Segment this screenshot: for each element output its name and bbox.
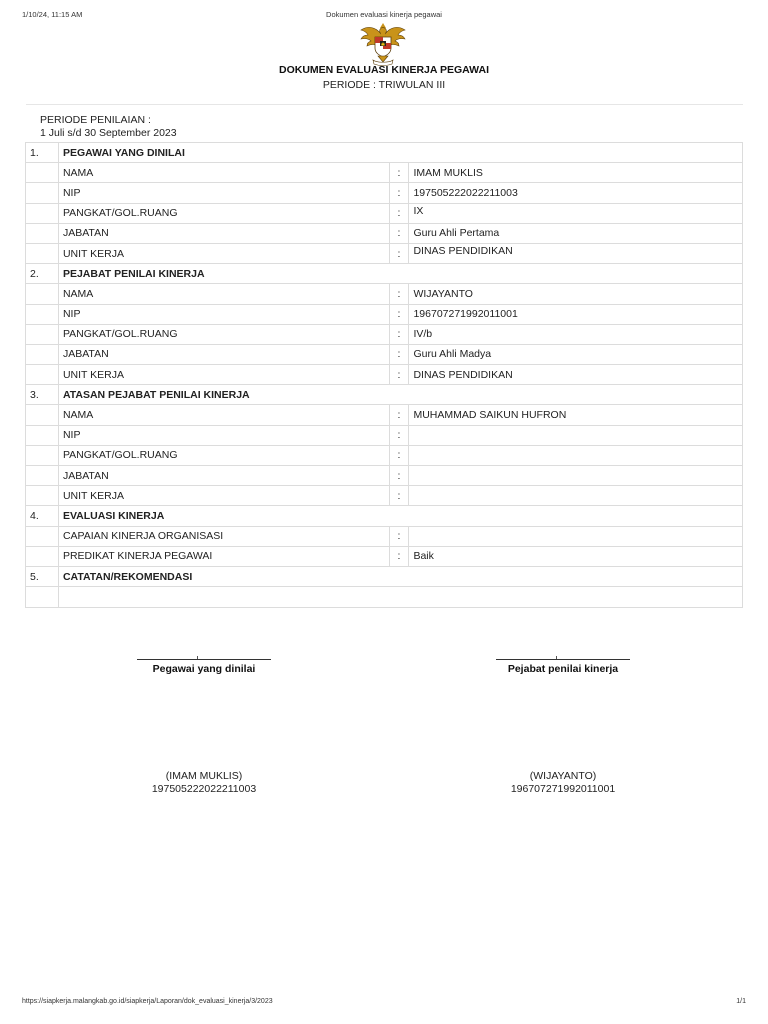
field-label: CAPAIAN KINERJA ORGANISASI [58,526,389,546]
field-value [409,445,743,465]
table-row [26,405,743,425]
print-timestamp: 1/10/24, 11:15 AM [22,10,83,19]
field-colon: : [389,405,409,425]
document-periode: PERIODE : TRIWULAN III [322,79,446,91]
field-colon: : [389,466,409,486]
garuda-emblem-icon [359,22,407,66]
row-spacer [26,304,59,324]
signee-left [119,770,289,796]
table-row [26,243,743,263]
field-label: NIP [58,425,389,445]
notes-content [58,587,742,608]
field-colon: : [389,445,409,465]
field-label: PANGKAT/GOL.RUANG [58,445,389,465]
field-colon: : [389,425,409,445]
print-title: Dokumen evaluasi kinerja pegawai [326,10,442,19]
field-value: Guru Ahli Madya [409,344,743,364]
notes-row [26,587,743,608]
signature-right [496,659,630,675]
document-title: DOKUMEN EVALUASI KINERJA PEGAWAI [278,64,490,76]
field-label: JABATAN [58,223,389,243]
row-spacer [26,365,59,385]
field-colon: : [389,304,409,324]
field-value [409,486,743,506]
section-header-row [26,143,743,163]
table-row [26,223,743,243]
field-colon: : [389,284,409,304]
signature-left [137,659,271,675]
table-row [26,445,743,465]
table-row [26,183,743,203]
section-number: 2. [26,264,59,284]
field-colon: : [389,203,409,223]
row-spacer [26,425,59,445]
section-header-row [26,264,743,284]
signee-nip-pegawai: 197505222022211003 [151,783,257,795]
section-title: CATATAN/REKOMENDASI [58,566,742,586]
table-row [26,466,743,486]
field-value: DINAS PENDIDIKAN [409,365,743,385]
field-value: IV/b [409,324,743,344]
field-label: JABATAN [58,466,389,486]
field-label: NIP [58,183,389,203]
periode-penilaian-label: PERIODE PENILAIAN : [40,114,151,126]
field-colon: : [389,344,409,364]
table-row [26,324,743,344]
print-url: https://siapkerja.malangkab.go.id/siapkerja/Laporan/dok_evaluasi_kinerja/3/2023 [22,998,273,1005]
field-colon: : [389,526,409,546]
field-label: NIP [58,304,389,324]
print-header [22,10,746,22]
table-row [26,344,743,364]
field-label: UNIT KERJA [58,243,389,263]
field-label: NAMA [58,163,389,183]
field-colon: : [389,183,409,203]
field-label: PREDIKAT KINERJA PEGAWAI [58,546,389,566]
field-value: Guru Ahli Pertama [409,223,743,243]
row-spacer [26,223,59,243]
table-row [26,203,743,223]
row-spacer [26,203,59,223]
row-spacer [26,546,59,566]
row-spacer [26,587,59,608]
signature-role-pejabat: Pejabat penilai kinerja [507,663,619,675]
signature-line [496,659,630,660]
field-value: 197505222022211003 [409,183,743,203]
section-title: PEGAWAI YANG DINILAI [58,143,742,163]
field-colon: : [389,243,409,263]
table-row [26,163,743,183]
field-colon: : [389,365,409,385]
row-spacer [26,445,59,465]
signature-line [137,659,271,660]
signature-role-pegawai: Pegawai yang dinilai [152,663,256,675]
field-value [409,466,743,486]
field-value: IX [409,203,743,223]
signee-name-pegawai: (IMAM MUKLIS) [165,770,243,782]
section-number: 5. [26,566,59,586]
field-colon: : [389,546,409,566]
row-spacer [26,324,59,344]
signee-right [478,770,648,796]
row-spacer [26,466,59,486]
field-label: UNIT KERJA [58,365,389,385]
page-number: 1/1 [736,998,746,1005]
field-colon: : [389,163,409,183]
section-number: 3. [26,385,59,405]
field-value: DINAS PENDIDIKAN [409,243,743,263]
row-spacer [26,183,59,203]
table-row [26,284,743,304]
row-spacer [26,526,59,546]
signee-name-pejabat: (WIJAYANTO) [529,770,597,782]
row-spacer [26,405,59,425]
field-colon: : [389,324,409,344]
row-spacer [26,344,59,364]
section-title: ATASAN PEJABAT PENILAI KINERJA [58,385,742,405]
field-label: NAMA [58,284,389,304]
print-footer [22,998,746,1010]
field-label: UNIT KERJA [58,486,389,506]
field-colon: : [389,223,409,243]
field-value: 196707271992011001 [409,304,743,324]
table-row [26,486,743,506]
section-header-row [26,506,743,526]
evaluation-table [25,142,743,608]
section-title: PEJABAT PENILAI KINERJA [58,264,742,284]
section-title: EVALUASI KINERJA [58,506,742,526]
section-number: 4. [26,506,59,526]
field-value: WIJAYANTO [409,284,743,304]
table-row [26,425,743,445]
signee-nip-pejabat: 196707271992011001 [510,783,616,795]
table-row [26,546,743,566]
field-colon: : [389,486,409,506]
field-value: IMAM MUKLIS [409,163,743,183]
section-header-row [26,385,743,405]
row-spacer [26,243,59,263]
table-row [26,304,743,324]
row-spacer [26,284,59,304]
field-value: Baik [409,546,743,566]
field-label: PANGKAT/GOL.RUANG [58,203,389,223]
section-number: 1. [26,143,59,163]
field-value [409,526,743,546]
header-divider [26,104,743,105]
row-spacer [26,486,59,506]
field-label: NAMA [58,405,389,425]
section-header-row [26,566,743,586]
field-value [409,425,743,445]
periode-penilaian-range: 1 Juli s/d 30 September 2023 [40,127,177,139]
table-row [26,526,743,546]
row-spacer [26,163,59,183]
periode-penilaian [40,114,177,140]
field-label: JABATAN [58,344,389,364]
field-value: MUHAMMAD SAIKUN HUFRON [409,405,743,425]
table-row [26,365,743,385]
field-label: PANGKAT/GOL.RUANG [58,324,389,344]
